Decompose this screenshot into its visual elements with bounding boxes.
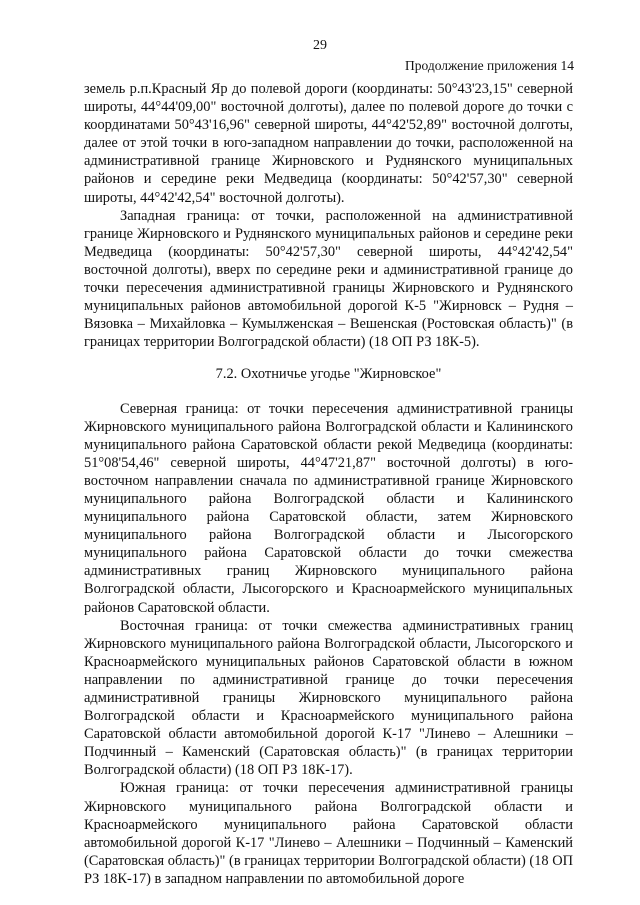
section-heading: 7.2. Охотничье угодье "Жирновское"	[215, 366, 442, 383]
paragraph-southern-border: Южная граница: от точки пересечения административной границы Жирновского муниципального района Волгоградской области и Красноармейского муниципального района Саратовской области автомобильной дорогой К-17 "Линево – Алешники – Подчинный – Каменский (Саратовская область)" (в границах территории Волгоградской области) (18 ОП РЗ 18К-17) в западном направлении по автомобильной дороге	[84, 780, 573, 887]
document-body	[84, 80, 573, 888]
paragraph-eastern-border: Восточная граница: от точки смежества административных границ Жирновского муниципального района Волгоградской области, Лысогорского и Красноармейского муниципальных районов Саратовской области в южном направлении по административной границе до точки пересечения административной границы Жирновского муниципального района Волгоградской области и Красноармейского муниципального района Саратовской области автомобильной дорогой К-17 "Линево – Алешники – Подчинный – Каменский (Саратовская область)" (в границах территории Волгоградской области) (18 ОП РЗ 18К-17).	[84, 617, 573, 779]
running-header: Продолжение приложения 14	[404, 58, 574, 73]
paragraph-western-border: Западная граница: от точки, расположенной на административной границе Жирновского и Руднянского муниципальных районов и середине реки Медведица (координаты: 50°42'57,30" северной широты, 44°42'42,54" восточной долготы), вверх по середине реки и административной границе до точки пересечения административной границы Жирновского и Руднянского муниципальных районов автомобильной дорогой К-5 "Жирновск – Рудня – Вязовка – Михайловка – Кумылженская – Вешенская (Ростовская область)" (в границах территории Волгоградской области) (18 ОП РЗ 18К-5).	[84, 207, 573, 351]
paragraph-northern-border: Северная граница: от точки пересечения административной границы Жирновского муниципального района Волгоградской области и Калининского муниципального района Саратовской области рекой Медведица (координаты: 51°08'54,46" северной широты, 44°47'21,87" восточной долготы) в юго-восточном направлении сначала по административной границе Жирновского муниципального района Волгоградской области и Калининского муниципального района Саратовской области, затем Жирновского муниципального района Волгоградской области и Лысогорского муниципального района Саратовской области до точки смежества административных границ Жирновского муниципального района Волгоградской области, Лысогорского и Красноармейского муниципальных районов Саратовской области.	[84, 400, 573, 616]
paragraph-continued: земель р.п.Красный Яр до полевой дороги (координаты: 50°43'23,15" северной широты, 44°44'09,00" восточной долготы), далее по полевой дороге до точки с координатами 50°43'16,96" северной широты, 44°42'52,89" восточной долготы, далее от этой точки в юго-западном направлении до точки, расположенной на административной границе Жирновского и Руднянского муниципальных районов и середине реки Медведица (координаты: 50°42'57,30" северной широты, 44°42'42,54" восточной долготы).	[84, 81, 573, 206]
page-number: 29	[313, 38, 327, 53]
